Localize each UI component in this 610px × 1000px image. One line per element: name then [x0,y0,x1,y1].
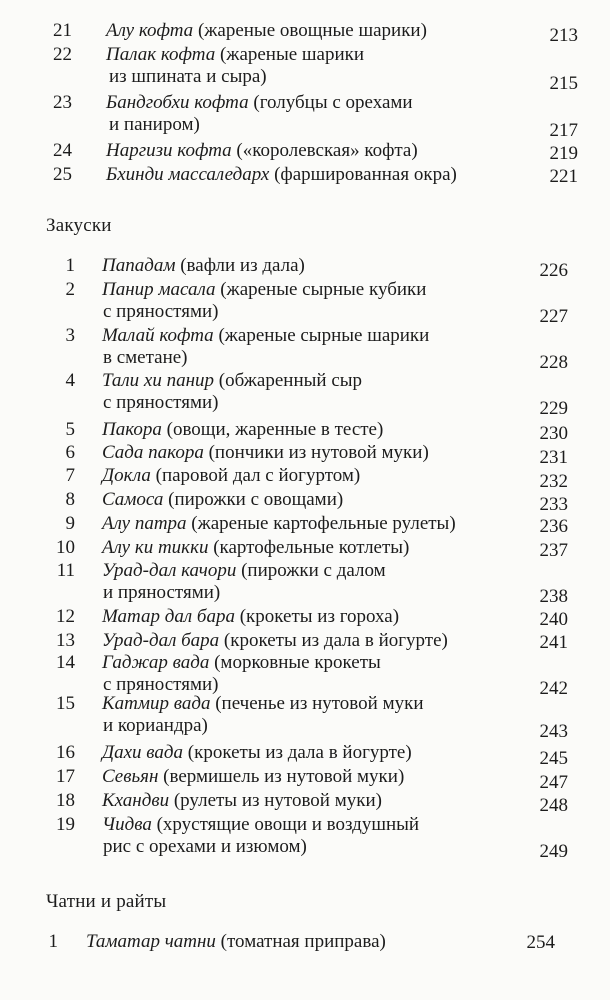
entry-description: (овощи, жаренные в тесте) [161,419,384,440]
entry-number: 9 [65,513,75,534]
section-title: Чатни и райты [46,891,167,912]
entry-title [102,790,382,812]
entry-title [102,693,424,715]
entry-page-number: 227 [539,306,568,327]
entry-page-number: 237 [539,540,568,561]
entry-page-number: 230 [539,423,568,444]
entry-title [106,164,457,186]
entry-number: 2 [65,279,75,300]
entry-title [102,606,399,628]
entry-number: 6 [65,442,75,463]
entry-title [102,537,409,559]
entry-page-number: 213 [549,25,578,46]
entry-dish-name: Севьян [102,766,159,787]
entry-dish-name: Дахи вада [102,742,184,763]
entry-title [102,560,386,582]
entry-page-number: 231 [539,447,568,468]
entry-dish-name: Урад-дал бара [102,630,220,651]
entry-dish-name: Наргизи кофта [106,140,232,161]
entry-description: (пирожки с овощами) [163,489,344,510]
entry-dish-name: Бандгобхи кофта [106,92,249,113]
entry-title [102,513,456,535]
entry-number: 4 [65,370,75,391]
entry-description-cont: и паниром) [109,114,200,135]
entry-description: (крокеты из гороха) [234,606,400,627]
entry-title [102,742,412,764]
entry-title [102,419,383,441]
entry-title [106,20,427,42]
entry-page-number: 238 [539,586,568,607]
entry-number: 13 [56,630,75,651]
entry-page-number: 242 [539,678,568,699]
entry-title [106,44,364,66]
entry-dish-name: Урад-дал качори [102,560,237,581]
entry-description: (крокеты из дала в йогурте) [219,630,448,651]
entry-dish-name: Таматар чатни [86,931,216,952]
entry-description: (фаршированная окра) [269,164,457,185]
entry-page-number: 240 [539,609,568,630]
entry-description: (томатная приправа) [215,931,386,952]
entry-page-number: 232 [539,471,568,492]
entry-description: (печенье из нутовой муки [210,693,424,714]
entry-page-number: 254 [526,932,555,953]
entry-page-number: 217 [549,120,578,141]
entry-number: 25 [53,164,72,185]
entry-page-number: 248 [539,795,568,816]
entry-page-number: 226 [539,260,568,281]
entry-dish-name: Сада пакора [102,442,204,463]
entry-description-cont: с пряностями) [103,301,219,322]
entry-description: (жареные сырные шарики [213,325,430,346]
entry-page-number: 249 [539,841,568,862]
entry-title [86,931,386,953]
entry-page-number: 245 [539,748,568,769]
entry-dish-name: Алу патра [102,513,187,534]
entry-description: (картофельные котлеты) [208,537,410,558]
entry-number: 5 [65,419,75,440]
entry-description: (жареные овощные шарики) [193,20,427,41]
entry-title [102,255,305,277]
entry-number: 23 [53,92,72,113]
entry-number: 8 [65,489,75,510]
entry-title [102,814,419,836]
entry-description: (хрустящие овощи и воздушный [151,814,420,835]
entry-description-cont: с пряностями) [103,674,219,695]
entry-number: 17 [56,766,75,787]
entry-number: 16 [56,742,75,763]
entry-title [102,325,429,347]
entry-dish-name: Кхандви [102,790,170,811]
entry-page-number: 215 [549,73,578,94]
entry-dish-name: Алу кофта [106,20,194,41]
entry-number: 3 [65,325,75,346]
entry-number: 11 [56,560,75,581]
entry-description: (вафли из дала) [175,255,305,276]
entry-number: 1 [48,931,58,952]
entry-number: 14 [56,652,75,673]
entry-title [102,630,448,652]
entry-number: 1 [65,255,75,276]
entry-page-number: 233 [539,494,568,515]
entry-dish-name: Тали хи панир [102,370,215,391]
entry-title [102,652,381,674]
entry-description: (пончики из нутовой муки) [203,442,429,463]
entry-description: (морковные крокеты [209,652,381,673]
entry-title [102,465,360,487]
entry-description: (жареные картофельные рулеты) [186,513,456,534]
entry-description: (паровой дал с йогуртом) [150,465,361,486]
entry-description-cont: в сметане) [103,347,188,368]
entry-dish-name: Пакора [102,419,162,440]
entry-number: 12 [56,606,75,627]
entry-description: (жареные шарики [215,44,365,65]
entry-title [106,140,418,162]
entry-number: 24 [53,140,72,161]
entry-description-cont: с пряностями) [103,392,219,413]
entry-page-number: 243 [539,721,568,742]
entry-dish-name: Алу ки тикки [102,537,209,558]
entry-number: 7 [65,465,75,486]
entry-dish-name: Бхинди массаледарх [106,164,270,185]
entry-number: 19 [56,814,75,835]
entry-title [102,489,343,511]
entry-title [106,92,413,114]
entry-page-number: 229 [539,398,568,419]
entry-description-cont: и кориандра) [103,715,208,736]
entry-page-number: 219 [549,143,578,164]
entry-description: (пирожки с далом [236,560,386,581]
entry-title [102,279,426,301]
entry-description: (обжаренный сыр [214,370,363,391]
entry-page-number: 228 [539,352,568,373]
entry-description: (рулеты из нутовой муки) [169,790,382,811]
entry-description: (жареные сырные кубики [215,279,427,300]
entry-description-cont: из шпината и сыра) [109,66,267,87]
entry-dish-name: Докла [102,465,151,486]
entry-number: 21 [53,20,72,41]
entry-dish-name: Гаджар вада [102,652,210,673]
entry-description: (крокеты из дала в йогурте) [183,742,412,763]
entry-dish-name: Малай кофта [102,325,214,346]
entry-dish-name: Самоса [102,489,164,510]
entry-description: (вермишель из нутовой муки) [158,766,405,787]
entry-description-cont: рис с орехами и изюмом) [103,836,307,857]
entry-page-number: 236 [539,516,568,537]
entry-number: 15 [56,693,75,714]
entry-dish-name: Матар дал бара [102,606,235,627]
entry-title [102,370,362,392]
entry-dish-name: Катмир вада [102,693,211,714]
entry-dish-name: Панир масала [102,279,216,300]
entry-description-cont: и пряностями) [103,582,221,603]
entry-title [102,442,429,464]
entry-dish-name: Пападам [102,255,176,276]
entry-number: 10 [56,537,75,558]
entry-description: («королевская» кофта) [231,140,418,161]
entry-page-number: 221 [549,166,578,187]
entry-number: 18 [56,790,75,811]
entry-dish-name: Палак кофта [106,44,216,65]
entry-page-number: 247 [539,772,568,793]
entry-page-number: 241 [539,632,568,653]
entry-dish-name: Чидва [102,814,152,835]
section-title: Закуски [46,215,112,236]
entry-number: 22 [53,44,72,65]
entry-description: (голубцы с орехами [248,92,413,113]
entry-title [102,766,404,788]
